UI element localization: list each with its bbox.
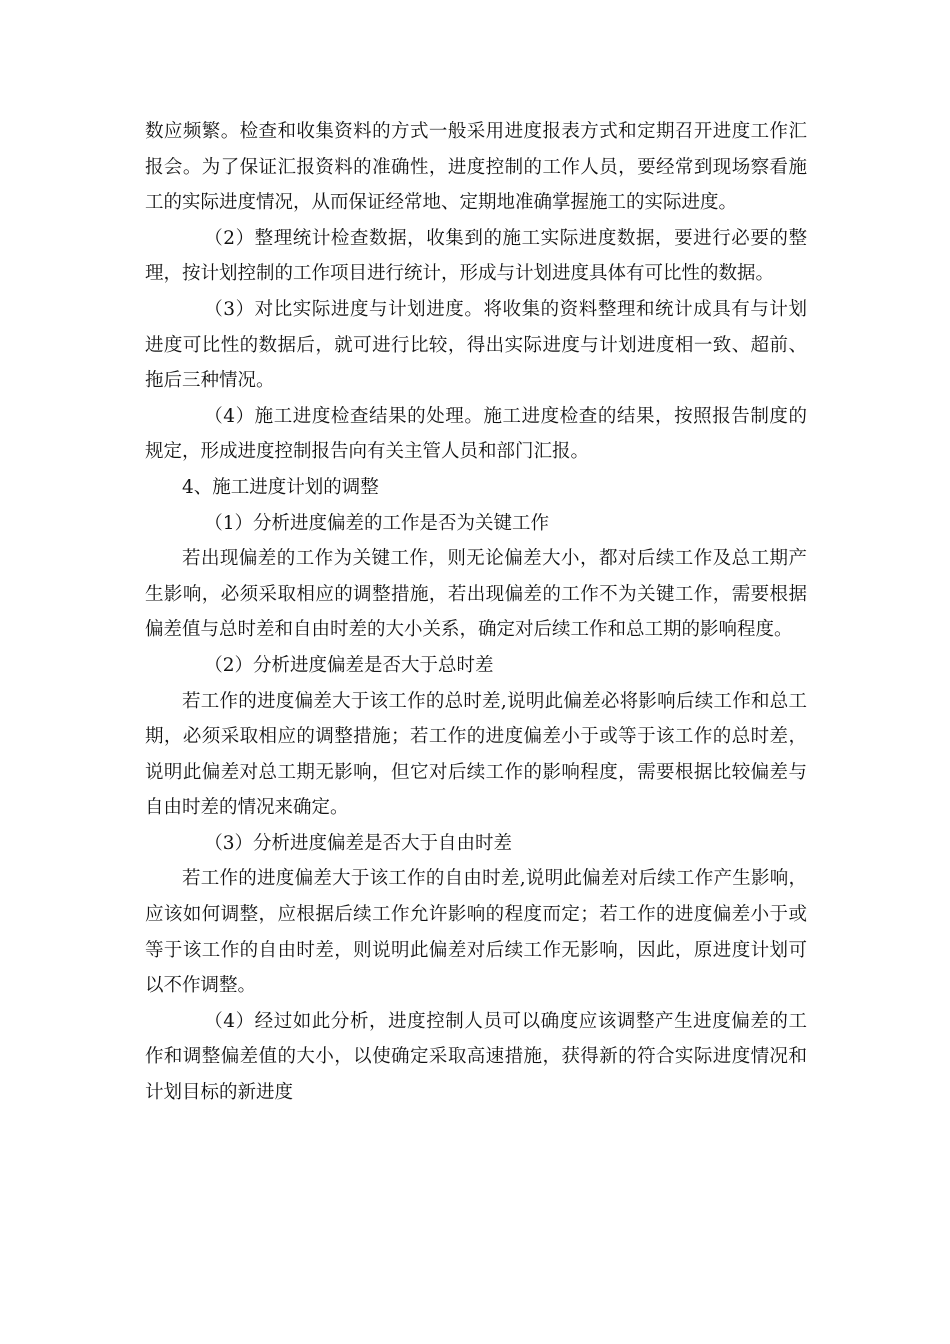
section-heading-4: 4、施工进度计划的调整 (182, 476, 379, 498)
paragraph-item-3: （3）对比实际进度与计划进度。将收集的资料整理和统计成具有与计划进度可比性的数据后，就可进行比较，得出实际进度与计划进度相一致、超前、拖后三种情况。 (145, 298, 807, 392)
paragraph-free-float: 若工作的进度偏差大于该工作的自由时差,说明此偏差对后续工作产生影响，应该如何调整，应根据后续工作允许影响的程度而定；若工作的进度偏差小于或等于该工作的自由时差，则说明此偏差对后续工作无影响，因此，原进度计划可以不作调整。 (145, 868, 807, 997)
subheading-3: （3）分析进度偏差是否大于自由时差 (204, 832, 512, 854)
paragraph-total-float: 若工作的进度偏差大于该工作的总时差,说明此偏差必将影响后续工作和总工期，必须采取相应的调整措施；若工作的进度偏差小于或等于该工作的总时差，说明此偏差对总工期无影响，但它对后续工作的影响程度，需要根据比较偏差与自由时差的情况来确定。 (145, 690, 807, 819)
document-body (145, 114, 807, 1111)
paragraph-item-2: （2）整理统计检查数据，收集到的施工实际进度数据，要进行必要的整理，按计划控制的工作项目进行统计，形成与计划进度具体有可比性的数据。 (145, 227, 807, 285)
paragraph-item-4-analysis: （4）经过如此分析，进度控制人员可以确度应该调整产生进度偏差的工作和调整偏差值的大小，以使确定采取高速措施，获得新的符合实际进度情况和计划目标的新进度 (145, 1010, 807, 1104)
subheading-1: （1）分析进度偏差的工作是否为关键工作 (204, 512, 549, 534)
subheading-2: （2）分析进度偏差是否大于总时差 (204, 654, 494, 676)
paragraph-item-4: （4）施工进度检查结果的处理。施工进度检查的结果，按照报告制度的规定，形成进度控制报告向有关主管人员和部门汇报。 (145, 405, 807, 463)
paragraph-continuation: 数应频繁。检查和收集资料的方式一般采用进度报表方式和定期召开进度工作汇报会。为了保证汇报资料的准确性，进度控制的工作人员，要经常到现场察看施工的实际进度情况，从而保证经常地、定期地准确掌握施工的实际进度。 (145, 121, 807, 214)
paragraph-key-work: 若出现偏差的工作为关键工作，则无论偏差大小，都对后续工作及总工期产生影响，必须采取相应的调整措施，若出现偏差的工作不为关键工作，需要根据偏差值与总时差和自由时差的大小关系，确定对后续工作和总工期的影响程度。 (145, 548, 807, 641)
